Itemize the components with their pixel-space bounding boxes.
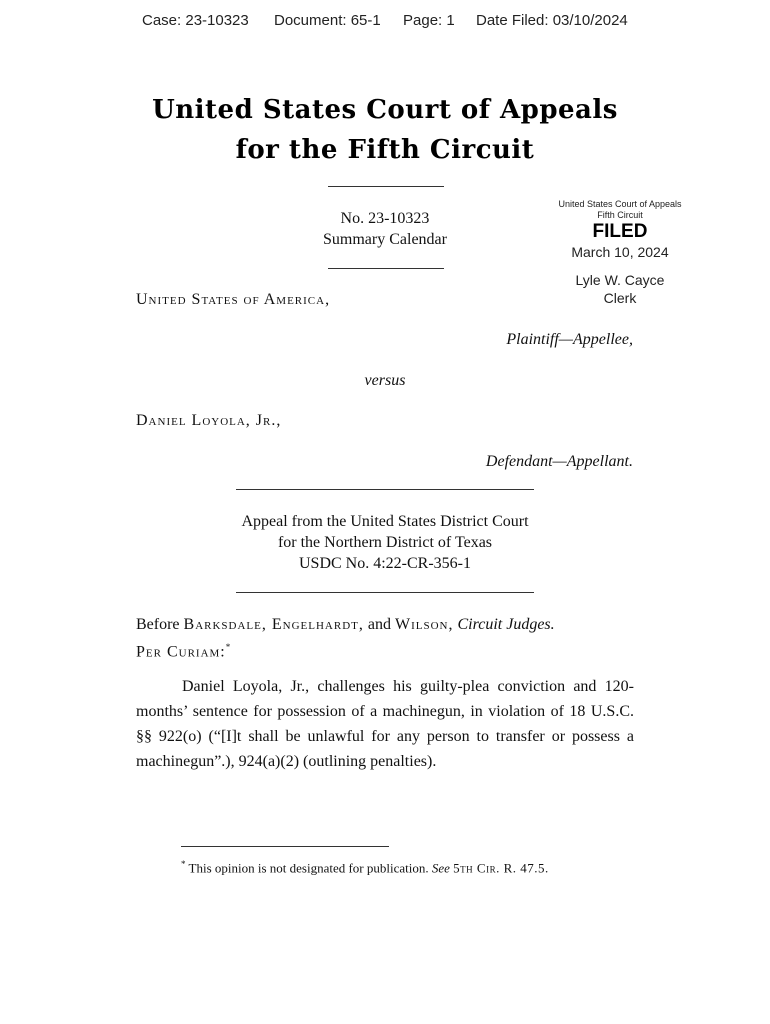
plaintiff-name: United States of America, bbox=[136, 291, 331, 308]
calendar-type: Summary Calendar bbox=[323, 231, 447, 248]
page-number: Page: 1 bbox=[403, 12, 455, 29]
footnote-mark: * bbox=[181, 859, 186, 869]
case-number: Case: 23-10323 bbox=[142, 12, 249, 29]
docket-number: No. 23-10323 bbox=[340, 210, 430, 227]
stamp-date: March 10, 2024 bbox=[571, 244, 669, 260]
court-title-line1: United States Court of Appeals bbox=[152, 95, 618, 125]
appeal-line2: for the Northern District of Texas bbox=[277, 534, 493, 551]
footnote-mark: * bbox=[225, 642, 231, 652]
panel-line bbox=[136, 616, 555, 634]
footnote-divider bbox=[181, 846, 389, 847]
footnote-text: This opinion is not designated for publication. bbox=[188, 860, 429, 876]
judges: Barksdale, Engelhardt, bbox=[183, 616, 364, 633]
footnote bbox=[181, 859, 549, 876]
divider bbox=[328, 186, 444, 187]
stamp-circuit: Fifth Circuit bbox=[597, 210, 643, 220]
stamp-filed: FILED bbox=[592, 221, 648, 242]
defendant-role: Defendant—Appellant. bbox=[485, 453, 633, 470]
versus: versus bbox=[364, 372, 406, 389]
opinion-body: Daniel Loyola, Jr., challenges his guilty-plea conviction and 120-months’ sentence for possession of a machinegun, in violation of 18 U.S.C. §§ 922(o) (“[I]t shall be unlawful for any person to transfer or possess a machinegun”.), 924(a)(2) (outlining penalties). bbox=[136, 678, 634, 770]
court-title-line2: for the Fifth Circuit bbox=[235, 135, 535, 165]
per-curiam: Per Curiam: bbox=[136, 643, 226, 661]
per-curiam-line bbox=[136, 642, 230, 661]
divider bbox=[328, 268, 444, 269]
date-filed: Date Filed: 03/10/2024 bbox=[476, 12, 628, 29]
footnote-see: See bbox=[431, 860, 450, 876]
divider bbox=[236, 489, 534, 490]
divider bbox=[236, 592, 534, 593]
appeal-line1: Appeal from the United States District Court bbox=[241, 513, 529, 530]
usdc-number: USDC No. 4:22-CR-356-1 bbox=[298, 555, 471, 572]
judge-last: Wilson, bbox=[394, 616, 454, 633]
document-number: Document: 65-1 bbox=[274, 12, 381, 29]
stamp-court: United States Court of Appeals bbox=[558, 199, 682, 209]
footnote-cite: 5th Cir. R. 47.5. bbox=[453, 860, 549, 876]
before-label: Before bbox=[136, 616, 180, 633]
plaintiff-role: Plaintiff—Appellee, bbox=[506, 331, 633, 348]
judges-title: Circuit Judges. bbox=[457, 616, 555, 633]
defendant-name: Daniel Loyola, Jr., bbox=[136, 412, 282, 429]
stamp-clerk-name: Lyle W. Cayce bbox=[575, 272, 665, 288]
stamp-clerk-title: Clerk bbox=[603, 290, 637, 306]
and-label: and bbox=[367, 616, 391, 633]
